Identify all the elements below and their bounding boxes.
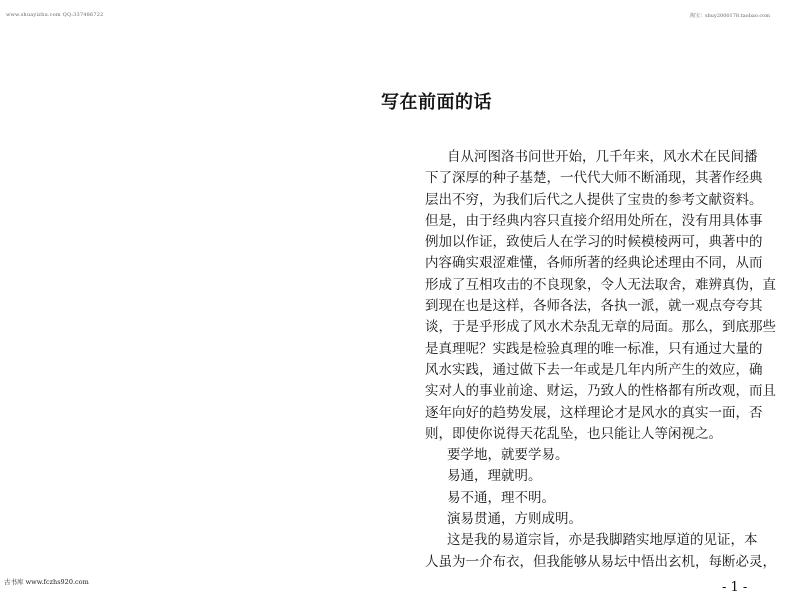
page-title: 写在前面的话	[381, 92, 492, 113]
text-line: 这是我的易道宗旨，亦是我脚踏实地厚道的见证，本	[447, 532, 758, 549]
text-line: 内容确实艰涩难懂，各师所著的经典论述理由不同，从而	[425, 255, 763, 272]
footer-left-text: 古书库 www.fczhs920.com	[4, 578, 89, 586]
text-line: 易通，理就明。	[447, 468, 542, 485]
text-line: 例加以作证，致使后人在学习的时候模棱两可，典著中的	[425, 234, 763, 251]
text-line: 形成了互相攻击的不良现象，令人无法取舍，难辨真伪，直	[425, 276, 776, 293]
text-line: 下了深厚的种子基楚，一代代大师不断涌现，其著作经典	[425, 170, 763, 187]
text-line: 则，即使你说得天花乱坠，也只能让人等闲视之。	[425, 425, 722, 442]
header-left-text: www.shuayizhu.com QQ:337486722	[6, 12, 104, 18]
text-line: 到现在也是这样，各师各法，各执一派，就一观点夸夸其	[425, 298, 763, 315]
text-line: 但是，由于经典内容只直接介绍用处所在，没有用具体事	[425, 212, 763, 229]
text-line: 人虽为一介布衣，但我能够从易坛中悟出玄机，每断必灵，	[425, 553, 776, 570]
text-line: 要学地，就要学易。	[447, 447, 569, 464]
text-line: 实对人的事业前途、财运，乃致人的性格都有所改观，而且	[425, 383, 776, 400]
text-line: 逐年向好的趋势发展，这样理论才是风水的真实一面，否	[425, 404, 763, 421]
text-line: 是真理呢？实践是检验真理的唯一标准，只有通过大量的	[425, 340, 763, 357]
page-number: - 1 -	[722, 580, 748, 595]
header-right-text: 淘宝：shuy2000178.taobao.com	[690, 13, 770, 19]
text-line: 演易贯通，方则成明。	[447, 511, 582, 528]
text-line: 自从河图洛书问世开始，几千年来，风水术在民间播	[447, 149, 758, 165]
text-line: 谈，于是乎形成了风水术杂乱无章的局面。那么，到底那些	[425, 319, 776, 336]
body-text	[425, 147, 776, 573]
text-line: 风水实践，通过做下去一年或是几年内所产生的效应，确	[425, 361, 763, 378]
text-line: 层出不穷，为我们后代之人提供了宝贵的参考文献资料。	[425, 191, 763, 208]
text-line: 易不通，理不明。	[447, 489, 555, 506]
